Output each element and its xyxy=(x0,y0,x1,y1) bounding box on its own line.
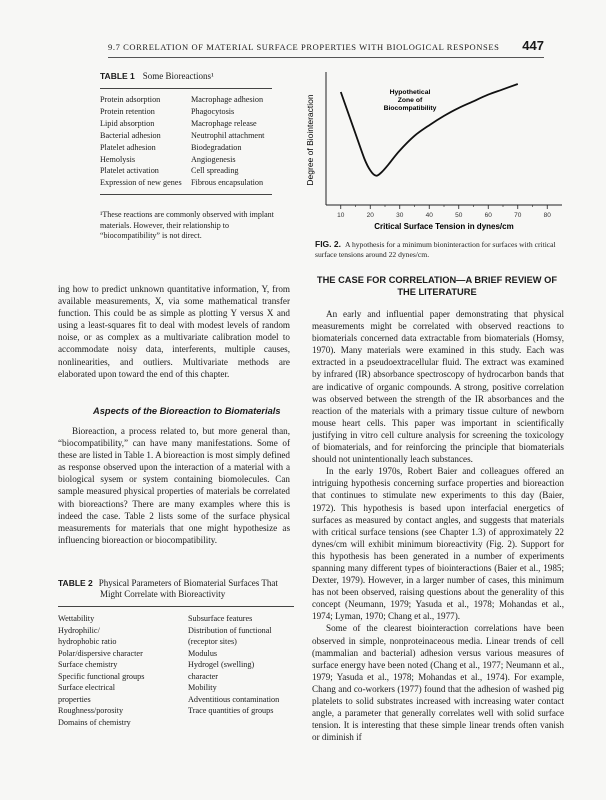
table2-cell: Adventitious contamination xyxy=(188,694,280,704)
table1-cell: Protein adsorption xyxy=(100,95,161,104)
table2-cell: character xyxy=(188,671,218,681)
chart-y-label: Degree of Biointeraction xyxy=(305,94,315,186)
chart-ticks xyxy=(337,205,551,219)
table1-cell: Neutrophil attachment xyxy=(191,130,265,140)
running-header xyxy=(108,40,544,54)
paragraph: In the early 1970s, Robert Baier and colleagues offered an intriguing hypothesis concerning surface properties and bioreaction that continues to stimulate new experiments to this day (Baier, 1972). This hypothesis is based upon interfacial energetics of surfaces as measured by contact angles, and suggests that materials with critical surface tensions (see Chapter 1.3) of approximately 22 dynes/cm will exhibit minimum bioreactivity (Fig. 2). Support for this hypothesis has been generated in a number of experiments spanning many different types of biointeractions (Baier et al., 1985; Dexter, 1979). However, in a larger number of cases, this minimum has not been observed, raising questions about the generality of this concept (Neumann, 1979; Yasuda et al., 1978; Mohandas et al., 1974; Lyman, 1970; Chang et al., 1977). xyxy=(312,466,564,622)
left-column-para2 xyxy=(58,425,290,546)
table2-cell: Mobility xyxy=(188,683,217,692)
paragraph: ing how to predict unknown quantitative information, Y, from available measurements, X, via some mathematical transfer function. This could be as simple as plotting Y versus X and using a least-squares fit to deal with modest levels of random noise, or as complex as a multivariate calibration model to accommodate noisy data, interferents, multiple causes, nonlinearities, and outliers. Multivariate methods are elaborated upon toward the end of this chapter. xyxy=(58,284,290,379)
table2-cell: properties xyxy=(58,694,91,704)
literature-heading xyxy=(312,274,562,298)
table1-cell: Hemolysis xyxy=(100,154,136,164)
x-tick-label: 20 xyxy=(366,212,374,219)
x-tick-label: 80 xyxy=(543,212,551,219)
chart-annotation xyxy=(384,89,437,112)
table2-cell: Specific functional groups xyxy=(58,671,145,681)
x-tick-label: 40 xyxy=(425,212,433,219)
table1-cell: Phagocytosis xyxy=(191,106,235,116)
table2-cell: Surface chemistry xyxy=(58,660,118,669)
table1-footnote: ¹These reactions are commonly observed with implant materials. However, their relationship to “biocompatibility” is not direct. xyxy=(100,210,274,240)
fig2-caption-text: A hypothesis for a minimum bioninteraction for surfaces with critical surface tensions around 22 dynes/cm. xyxy=(315,240,556,259)
fig2-label: FIG. 2. xyxy=(315,239,341,249)
table2-cell: hydrophobic ratio xyxy=(58,637,117,646)
table2-caption xyxy=(58,578,298,600)
table1-cell: Macrophage release xyxy=(191,118,257,128)
table1-cell: Fibrous encapsulation xyxy=(191,178,264,188)
table1-column-1 xyxy=(100,94,182,189)
table2-cell: Distribution of functional xyxy=(188,625,272,635)
table2-cell: Roughness/porosity xyxy=(58,706,124,715)
literature-heading-line1: THE CASE FOR CORRELATION—A BRIEF REVIEW OF xyxy=(316,275,558,285)
x-tick-label: 10 xyxy=(337,212,345,219)
fig2-caption xyxy=(315,239,560,260)
table1-caption xyxy=(100,71,214,81)
table2-cell: Hydrophilic/ xyxy=(58,625,100,635)
table1-cell: Platelet activation xyxy=(100,166,159,176)
running-title: 9.7 CORRELATION OF MATERIAL SURFACE PROPERTIES WITH BIOLOGICAL RESPONSES xyxy=(108,42,500,52)
table1-cell: Biodegradation xyxy=(191,142,242,152)
x-tick-label: 70 xyxy=(514,212,522,219)
biointeraction-curve xyxy=(341,84,518,176)
table2-cell: Trace quantities of groups xyxy=(188,706,274,715)
table2-cell: Polar/dispersive character xyxy=(58,648,143,658)
left-column-para1 xyxy=(58,283,290,380)
table1-cell: Macrophage adhesion xyxy=(191,95,264,104)
table2-title-line2: Might Correlate with Bioreactivity xyxy=(100,589,226,599)
table2-title-line1: Physical Parameters of Biomaterial Surfaces That xyxy=(98,578,278,588)
table1-top-rule xyxy=(100,88,272,89)
table2-cell: Wettability xyxy=(58,614,95,623)
literature-heading-line2: THE LITERATURE xyxy=(397,287,477,297)
table1-cell: Lipid absorption xyxy=(100,118,155,128)
table2-cell: Subsurface features xyxy=(188,614,253,623)
table1-cell: Platelet adhesion xyxy=(100,142,156,152)
table1-label: TABLE 1 xyxy=(100,71,135,81)
paragraph: Some of the clearest biointeraction correlations have been observed in simple, nonproteinaceous media. Linear trends of cell (mammalian and bacterial) adhesion versus various measures of surface energy have been noted (Chang et al., 1977; Neumann et al., 1979; Yasuda et al., 1978; Mohandas et al., 1974). For example, Chang and co-workers (1977) found that the adhesion of washed pig platelets to solid substrates increased with increasing water contact angle, a parameter that generally correlates well with solid surface tension. It is interesting that these simple linear trends often vanish or diminish if xyxy=(312,623,564,743)
header-rule xyxy=(108,57,544,58)
chart-x-label: Critical Surface Tension in dynes/cm xyxy=(374,222,514,231)
table1-cell: Protein retention xyxy=(100,106,155,116)
page-number: 447 xyxy=(522,38,544,53)
table1-cell: Angiogenesis xyxy=(191,154,236,164)
table2-cell: Surface electrical xyxy=(58,683,116,692)
aspects-heading: Aspects of the Bioreaction to Biomaterials xyxy=(93,406,281,416)
x-tick-label: 60 xyxy=(484,212,492,219)
table1-title: Some Bioreactions¹ xyxy=(142,71,214,81)
right-column-body xyxy=(312,308,564,788)
table1-column-2 xyxy=(191,94,264,189)
table1-cell: Cell spreading xyxy=(191,166,239,176)
annotation-line-2: Zone of xyxy=(397,97,423,104)
fig2-chart xyxy=(300,66,566,238)
table1-cell: Expression of new genes xyxy=(100,178,182,188)
x-tick-label: 30 xyxy=(396,212,404,219)
table2-cell: Domains of chemistry xyxy=(58,717,131,727)
paragraph: Bioreaction, a process related to, but more general than, “biocompatibility,” can have many manifestations. Some of these are listed in Table 1. A bioreaction is most simply defined as response observed upon the interaction of a material with a biological sysem or system containing biomolecules. Can sample measured physical properties of materials be correlated with bioreactions? There are many examples where this is indeed the case. Table 2 lists some of the surface physical measurements for materials that one might hypothesize as influencing bioreaction or biocompatibility. xyxy=(58,426,290,545)
table2-top-rule xyxy=(58,606,294,607)
table2-cell: Hydrogel (swelling) xyxy=(188,660,255,669)
x-tick-label: 50 xyxy=(455,212,463,219)
annotation-line-3: Biocompatibility xyxy=(383,105,437,112)
table1-cell: Bacterial adhesion xyxy=(100,130,161,140)
table2-cell: Modulus xyxy=(188,648,218,658)
table2-cell: (receptor sites) xyxy=(188,637,237,646)
table2-column-1 xyxy=(58,613,144,728)
table2-label: TABLE 2 xyxy=(58,578,93,588)
paragraph: An early and influential paper demonstrating that physical measurements might be correlated with observed reactions to biomaterials concerned data extractable from biomaterials (Homsy, 1970). Many materials were examined in this study. Each was extracted in a pseudoextracellular fluid. The extract was examined by infrared (IR) absorbance spectroscopy of hydrocarbon bands that are indicative of organic compounds. A strong, positive correlation was observed between the strength of the IR absorbances and the reaction of the materials with a primary tissue culture of newborn mouse heart cells. This paper was important in scientifically justifying in vitro cell culture analysis for screening the toxicology of biomaterials, and for reinforcing the principle that biomaterials should not unintentionally leach substances. xyxy=(312,309,564,465)
annotation-line-1: Hypothetical xyxy=(389,89,431,96)
table2-column-2 xyxy=(188,613,279,717)
table1-bottom-rule xyxy=(100,194,272,195)
